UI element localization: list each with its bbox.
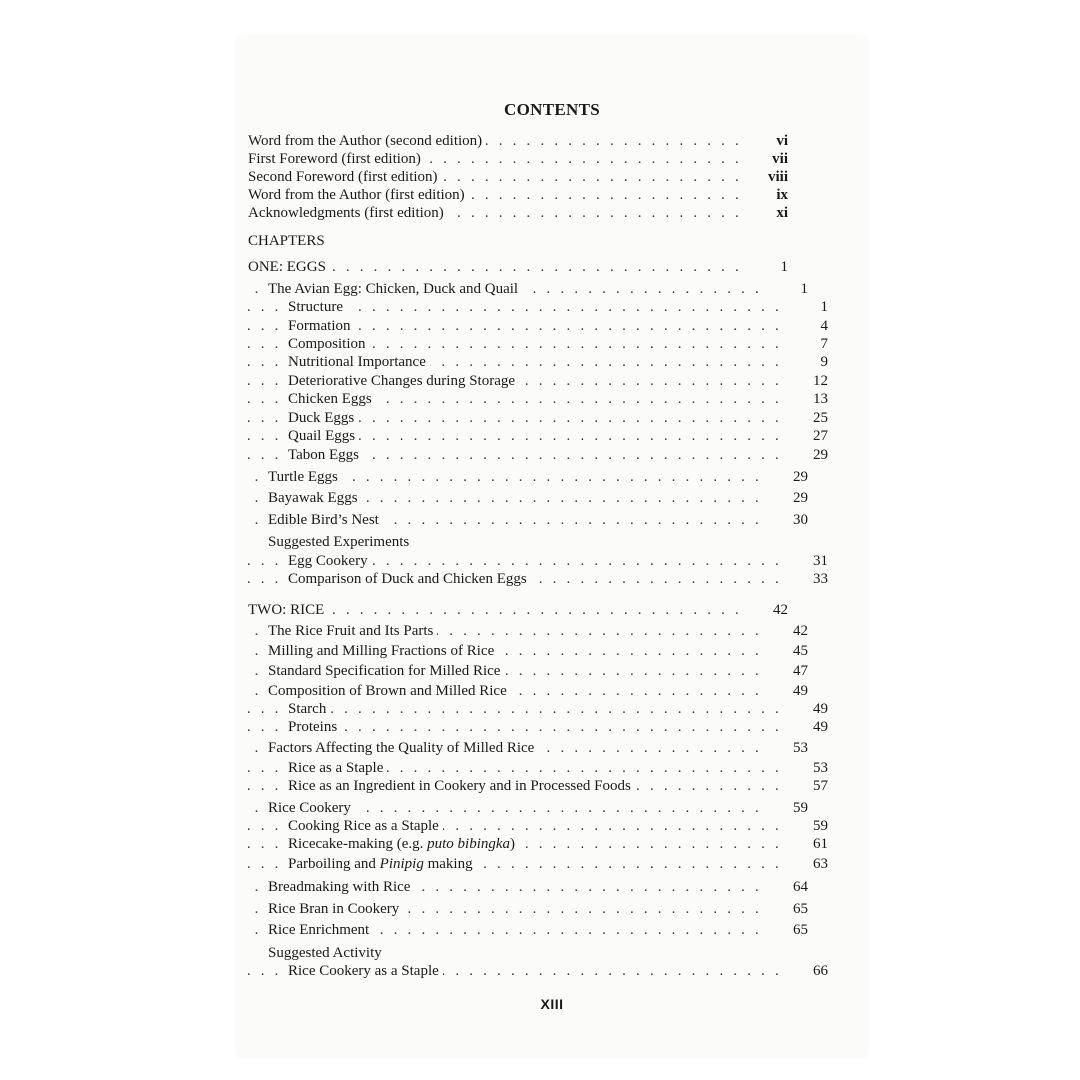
toc-entry-page-number: 59	[768, 799, 808, 817]
toc-entry-page-number: 1	[768, 280, 808, 298]
toc-entry-label: Factors Affecting the Quality of Milled Rice	[268, 740, 538, 756]
chapters-heading: CHAPTERS	[248, 233, 325, 249]
toc-entry-label: Parboiling and Pinipig making	[288, 856, 477, 872]
toc-entry-label: Rice Bran in Cookery	[268, 901, 403, 917]
toc-entry-page-number: 12	[788, 372, 828, 390]
toc-entry-page-number: viii	[748, 168, 788, 186]
toc-entry-page-number: 9	[788, 353, 828, 371]
toc-entry-label: Suggested Activity	[268, 945, 386, 961]
toc-entry	[248, 759, 828, 777]
toc-entry-label: Ricecake-making (e.g. puto bibingka)	[288, 836, 519, 852]
toc-entry	[248, 799, 808, 817]
toc-entry	[248, 900, 808, 918]
toc-entry-label: TWO: RICE	[248, 602, 328, 618]
toc-entry-label: Turtle Eggs	[268, 469, 342, 485]
toc-entry-label: Word from the Author (first edition)	[248, 187, 469, 203]
toc-entry-page-number: 42	[748, 601, 788, 619]
toc-entry-label: Rice as a Staple	[288, 760, 387, 776]
toc-entry-label: Composition of Brown and Milled Rice	[268, 683, 511, 699]
toc-entry	[248, 489, 808, 507]
toc-entry-label: Chicken Eggs	[288, 391, 376, 407]
toc-entry-label: ONE: EGGS	[248, 259, 330, 275]
toc-entry	[248, 855, 828, 873]
toc-entry-label: Formation	[288, 318, 355, 334]
toc-entry	[248, 835, 828, 853]
toc-entry-page-number: 4	[788, 317, 828, 335]
toc-entry-label: Quail Eggs	[288, 428, 359, 444]
toc-entry	[248, 353, 828, 371]
toc-entry-page-number: 30	[768, 511, 808, 529]
toc-entry-page-number: vii	[748, 150, 788, 168]
toc-entry-label: Standard Specification for Milled Rice	[268, 663, 504, 679]
toc-entry-label: The Avian Egg: Chicken, Duck and Quail	[268, 281, 522, 297]
toc-entry-page-number: 25	[788, 409, 828, 427]
toc-entry-page-number: xi	[748, 204, 788, 222]
toc-entry	[248, 962, 828, 980]
toc-entry-page-number: 49	[788, 700, 828, 718]
toc-entry	[248, 511, 808, 529]
toc-entry-page-number: 49	[768, 682, 808, 700]
toc-entry-page-number: 1	[748, 258, 788, 276]
toc-entry	[248, 409, 828, 427]
toc-entry-label: Edible Bird’s Nest	[268, 512, 383, 528]
toc-entry	[248, 132, 788, 150]
toc-entry-page-number: 59	[788, 817, 828, 835]
toc-entry	[248, 817, 828, 835]
toc-entry-page-number: 65	[768, 921, 808, 939]
toc-entry-label: Second Foreword (first edition)	[248, 169, 442, 185]
toc-entry-page-number: 29	[768, 489, 808, 507]
toc-entry	[248, 298, 828, 316]
toc-entry-page-number: 45	[768, 642, 808, 660]
toc-entry	[248, 468, 808, 486]
toc-entry-label: Rice Enrichment	[268, 922, 373, 938]
toc-entry-page-number: 33	[788, 570, 828, 588]
toc-entry	[248, 601, 788, 619]
toc-entry	[248, 168, 788, 186]
toc-entry-page-number: 49	[788, 718, 828, 736]
toc-entry	[248, 739, 808, 757]
toc-entry	[248, 777, 828, 795]
toc-entry-label: Deteriorative Changes during Storage	[288, 373, 519, 389]
toc-entry-label: The Rice Fruit and Its Parts	[268, 623, 437, 639]
toc-entry	[248, 372, 828, 390]
toc-entry-label: Suggested Experiments	[268, 534, 413, 550]
toc-entry	[248, 622, 808, 640]
toc-entry-page-number: 63	[788, 855, 828, 873]
toc-entry	[248, 204, 788, 222]
toc-entry	[248, 570, 828, 588]
toc-entry-page-number: 47	[768, 662, 808, 680]
toc-entry-label: Rice Cookery	[268, 800, 355, 816]
toc-entry	[248, 317, 828, 335]
toc-entry-label: Word from the Author (second edition)	[248, 133, 486, 149]
toc-entry-label: Rice as an Ingredient in Cookery and in Processed Foods	[288, 778, 635, 794]
book-page	[238, 38, 866, 1056]
toc-entry-label: First Foreword (first edition)	[248, 151, 425, 167]
toc-entry-label: Starch	[288, 701, 330, 717]
toc-entry	[248, 427, 828, 445]
toc-entry-page-number: 1	[788, 298, 828, 316]
toc-entry-label: Composition	[288, 336, 370, 352]
toc-entry-page-number: 27	[788, 427, 828, 445]
toc-entry	[248, 280, 808, 298]
toc-entry-page-number: 31	[788, 552, 828, 570]
toc-entry-label: Comparison of Duck and Chicken Eggs	[288, 571, 531, 587]
toc-entry	[248, 878, 808, 896]
toc-entry-label: Proteins	[288, 719, 341, 735]
toc-entry-label: Acknowledgments (first edition)	[248, 205, 448, 221]
toc-entry-page-number: 64	[768, 878, 808, 896]
toc-entry	[248, 150, 788, 168]
toc-entry-page-number: 29	[788, 446, 828, 464]
toc-entry	[248, 662, 808, 680]
toc-entry-page-number: 61	[788, 835, 828, 853]
toc-entry-page-number: 66	[788, 962, 828, 980]
toc-entry	[248, 533, 808, 551]
toc-entry	[248, 718, 828, 736]
toc-entry-page-number: vi	[748, 132, 788, 150]
toc-entry-label: Rice Cookery as a Staple	[288, 963, 443, 979]
toc-entry-page-number: 7	[788, 335, 828, 353]
toc-entry-page-number: 42	[768, 622, 808, 640]
toc-entry-label: Tabon Eggs	[288, 447, 363, 463]
toc-entry	[248, 258, 788, 276]
page-title: CONTENTS	[504, 100, 600, 119]
page-number-footer: XIII	[540, 996, 564, 1012]
toc-entry	[248, 186, 788, 204]
toc-entry	[248, 700, 828, 718]
toc-entry-label: Cooking Rice as a Staple	[288, 818, 443, 834]
toc-entry-page-number: 13	[788, 390, 828, 408]
toc-entry-label: Bayawak Eggs	[268, 490, 362, 506]
toc-entry-label: Egg Cookery	[288, 553, 372, 569]
toc-entry-label: Structure	[288, 299, 347, 315]
toc-entry	[248, 390, 828, 408]
toc-entry-page-number: 53	[788, 759, 828, 777]
toc-entry	[248, 446, 828, 464]
toc-entry	[248, 335, 828, 353]
toc-entry-page-number: 57	[788, 777, 828, 795]
toc-entry-page-number: ix	[748, 186, 788, 204]
toc-entry	[248, 642, 808, 660]
toc-entry	[248, 921, 808, 939]
toc-entry-page-number: 53	[768, 739, 808, 757]
toc-entry	[248, 552, 828, 570]
toc-entry-label: Duck Eggs	[288, 410, 358, 426]
toc-entry-label: Milling and Milling Fractions of Rice	[268, 643, 498, 659]
toc-entry-label: Nutritional Importance	[288, 354, 430, 370]
toc-entry	[248, 682, 808, 700]
toc-entry-page-number: 29	[768, 468, 808, 486]
toc-entry-page-number: 65	[768, 900, 808, 918]
toc-entry-label: Breadmaking with Rice	[268, 879, 414, 895]
toc-entry	[248, 944, 808, 962]
